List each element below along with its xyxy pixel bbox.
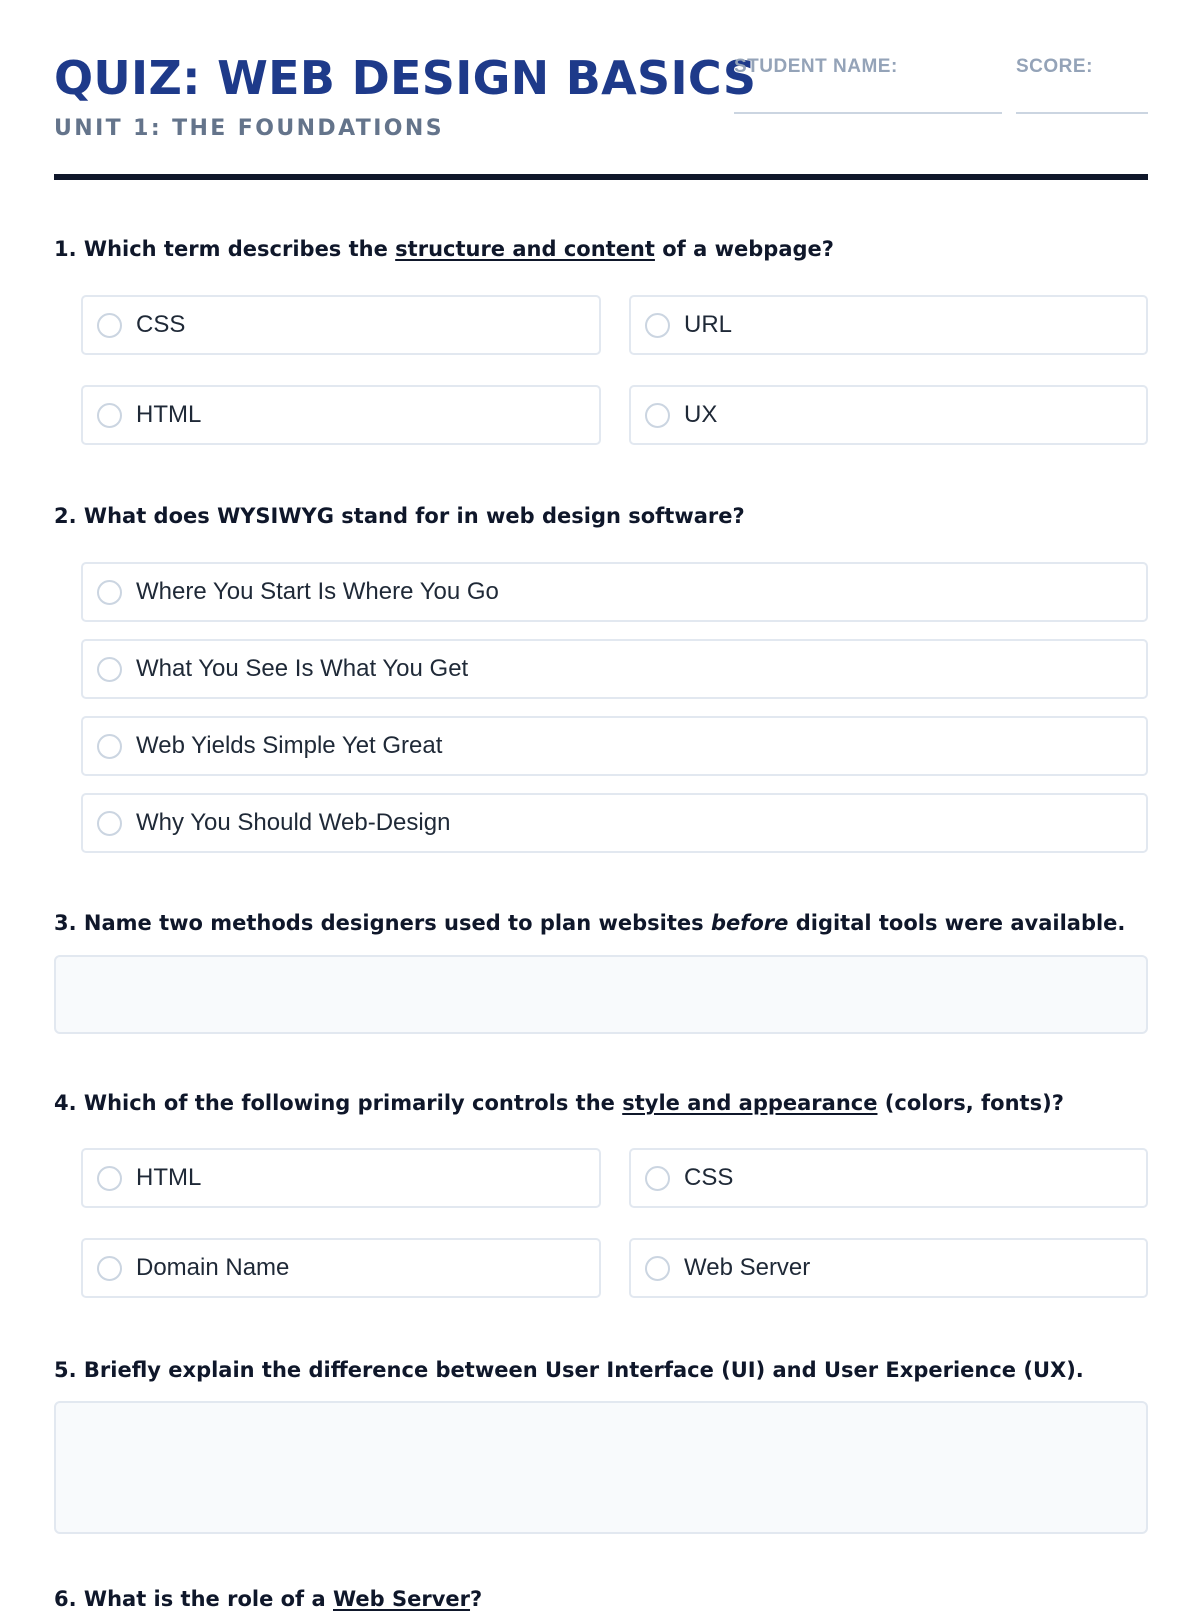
radio-button[interactable] — [97, 313, 122, 338]
score-field[interactable] — [1016, 112, 1148, 114]
option-label: What You See Is What You Get — [136, 655, 469, 682]
radio-button[interactable] — [97, 580, 122, 605]
radio-button[interactable] — [645, 1256, 670, 1281]
q4-option-web-server[interactable] — [629, 1238, 1148, 1298]
option-label: CSS — [136, 311, 186, 338]
radio-button[interactable] — [97, 1166, 122, 1191]
q1-option-html[interactable] — [81, 385, 601, 445]
q2-option-2[interactable] — [81, 639, 1148, 699]
question-number: 4. — [54, 1091, 77, 1115]
q2-option-4[interactable] — [81, 793, 1148, 853]
q3-answer-box[interactable] — [54, 955, 1148, 1034]
student-name-field[interactable] — [734, 112, 1002, 114]
radio-button[interactable] — [97, 1256, 122, 1281]
question-text: Which term describes the — [83, 237, 388, 261]
question-text: What is the role of a — [83, 1587, 326, 1611]
option-label: CSS — [684, 1164, 734, 1191]
question-1 — [54, 236, 1154, 263]
option-label: URL — [684, 311, 733, 338]
score-label: SCORE: — [1016, 56, 1093, 77]
radio-button[interactable] — [97, 403, 122, 428]
option-label: Why You Should Web-Design — [136, 809, 451, 836]
option-label: UX — [684, 401, 718, 428]
question-2 — [54, 503, 1154, 530]
question-text: Briefly explain the difference between User Interface (UI) and User Experience (UX). — [83, 1358, 1084, 1382]
question-text: What does — [83, 504, 210, 528]
question-number: 2. — [54, 504, 77, 528]
question-text: (colors, fonts)? — [884, 1091, 1064, 1115]
question-number: 6. — [54, 1587, 77, 1611]
q1-option-url[interactable] — [629, 295, 1148, 355]
q1-option-ux[interactable] — [629, 385, 1148, 445]
unit-subtitle: UNIT 1: THE FOUNDATIONS — [54, 116, 444, 141]
question-emphasis: before — [710, 911, 789, 935]
option-label: Web Yields Simple Yet Great — [136, 732, 443, 759]
q4-option-css[interactable] — [629, 1148, 1148, 1208]
option-label: HTML — [136, 1164, 202, 1191]
question-text: stand for in web design software? — [341, 504, 745, 528]
question-text: digital tools were available. — [795, 911, 1126, 935]
option-label: Domain Name — [136, 1254, 290, 1281]
question-emphasis: structure and content — [395, 237, 655, 261]
question-emphasis: style and appearance — [622, 1091, 878, 1115]
student-name-label: STUDENT NAME: — [734, 56, 898, 77]
option-label: Where You Start Is Where You Go — [136, 578, 499, 605]
q4-option-domain-name[interactable] — [81, 1238, 601, 1298]
q2-option-1[interactable] — [81, 562, 1148, 622]
question-3 — [54, 910, 1154, 937]
question-number: 5. — [54, 1358, 77, 1382]
option-label: HTML — [136, 401, 202, 428]
radio-button[interactable] — [645, 313, 670, 338]
question-emphasis: Web Server — [333, 1587, 471, 1611]
radio-button[interactable] — [645, 1166, 670, 1191]
radio-button[interactable] — [645, 403, 670, 428]
question-number: 3. — [54, 911, 77, 935]
q4-option-html[interactable] — [81, 1148, 601, 1208]
option-label: Web Server — [684, 1254, 811, 1281]
quiz-title: QUIZ: WEB DESIGN BASICS — [54, 51, 757, 105]
question-text: Which of the following primarily controls the — [83, 1091, 615, 1115]
question-number: 1. — [54, 237, 77, 261]
question-5 — [54, 1357, 1154, 1384]
q5-answer-box[interactable] — [54, 1401, 1148, 1534]
question-text: Name two methods designers used to plan websites — [83, 911, 704, 935]
question-text: of a webpage? — [662, 237, 834, 261]
radio-button[interactable] — [97, 734, 122, 759]
header-divider — [54, 174, 1148, 180]
q1-option-css[interactable] — [81, 295, 601, 355]
radio-button[interactable] — [97, 657, 122, 682]
question-text: ? — [470, 1587, 483, 1611]
q2-option-3[interactable] — [81, 716, 1148, 776]
radio-button[interactable] — [97, 811, 122, 836]
question-emphasis: WYSIWYG — [217, 504, 334, 528]
question-4 — [54, 1090, 1154, 1117]
